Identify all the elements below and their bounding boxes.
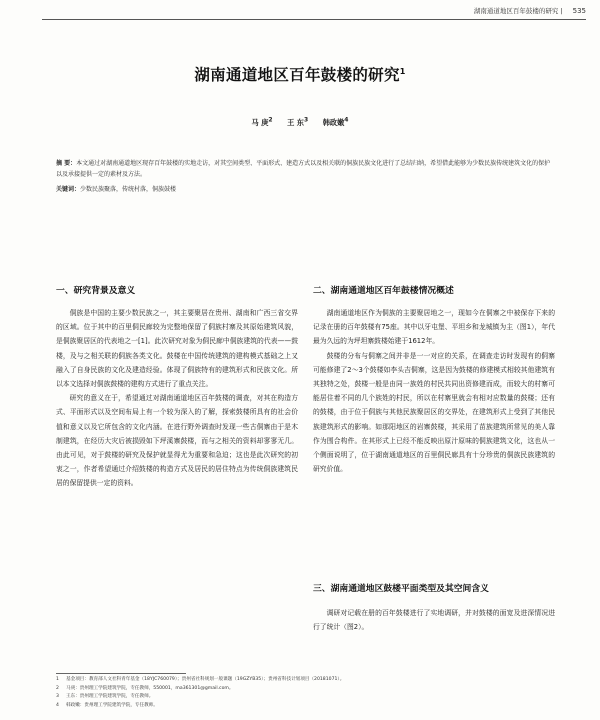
footnote: 1 基金项目：教育部人文社科青年基金（18YJC760079）；贵州省社科规划一般课题（19GZYB35）；贵州省科技计划项目（20181071）。 <box>56 677 345 682</box>
footnote-rule <box>56 673 186 674</box>
section-heading-2: 二、湖南通道地区百年鼓楼情况概述 <box>313 286 454 296</box>
paragraph: 研究的意义在于，希望通过对湖南通道地区百年鼓楼的调查，对其在构造方式、平面形式以及空间布局上有一个较为深入的了解，探索鼓楼所具有的社会价值和意义以及它所包含的文化内涵。在进行野外调查时发现一些古侗寨由于是木制建筑，在经历大灾后被损毁如下坪溪寨鼓楼，而与之相关的资料却寥寥无几。由此可见，对于鼓楼的研究及保护就显得尤为重要和急迫；这也是此次研究的初衷之一，作者希望通过介绍鼓楼的构造方式及居民的居住特点为传统侗族建筑民居的保留提供一定的资料。 <box>56 394 298 488</box>
paper-title <box>0 63 600 85</box>
page-number: 535 <box>572 7 586 15</box>
footnote: 2 马庚：贵州理工学院建筑学院，专任教师，550001，ma361301@gmail.com。 <box>56 685 234 691</box>
paragraph: 侗族是中国的主要少数民族之一，其主要聚居在贵州、湖南和广西三省交界的区域。位于其中的百里侗民廊较为完整地保留了侗族村寨及其原始建筑风貌，是侗族聚居区的代表地之一[1]。此次研究对象为侗民廊中侗族建筑的代表——鼓楼，及与之相关联的侗族各类文化。鼓楼在中国传统建筑的建构模式基础之上又融入了自身民族的文化及建造经验。体现了侗族特有的建筑形式和民族文化。所以本文选择对侗族鼓楼的建构方式进行了重点关注。 <box>56 309 298 389</box>
footnotes <box>56 676 576 710</box>
author: 马 庚$^2$ <box>251 117 273 128</box>
section-body-2 <box>313 306 555 476</box>
paragraph: 湖南通道地区作为侗族的主要聚居地之一，现如今在侗寨之中被保存下来的记录在册的百年鼓楼有75座。其中以牙屯堡、平坦乡和龙城镇为主（图1），年代最为久远的为坪坦寨鼓楼始建于1612年。 <box>313 309 555 346</box>
paragraph: 鼓楼的分布与侗寨之间并非是一一对应的关系，在调查走访时发现有的侗寨可能修建了2～3个鼓楼如李头吉侗寨，这是因为鼓楼的修建模式相较其他建筑有其独特之处，鼓楼一般是由同一族姓的村民共同出资修建而成，而较大的村寨可能居住着不同的几个族姓的村民，所以在村寨里就会有相对应数量的鼓楼；还有的鼓楼，由于位于侗族与其他民族聚居区的交界处，在建筑形式上受到了其他民族建筑形式的影响。如那阳地区的岩寨鼓楼，其采用了苗族建筑所常见的美人靠作为围合构件。在其形式上已经不能反映出原汁原味的侗族建筑文化，这也从一个侧面说明了，位于湖南通道地区的百里侗民廊具有十分珍贵的侗族民族建筑的研究价值。 <box>313 351 555 474</box>
keywords-text: 少数民族聚落，传统村落，侗族鼓楼 <box>80 186 177 193</box>
abstract-text: 本文通过对湖南通道地区现存百年鼓楼的实地走访，对其空间类型、平面形式、建造方式以及相关联的侗族民族文化进行了总结归纳，希望借此能够为少数民族传统建筑文化的保护以及承接提供一定的素材及方法。 <box>56 160 551 178</box>
author: 王 东$^3$ <box>287 117 309 128</box>
header-rule <box>42 19 586 20</box>
section-heading-3: 三、湖南通道地区鼓楼平面类型及其空间含义 <box>313 584 489 594</box>
title-footnote-mark: 1 <box>399 66 406 76</box>
abstract <box>56 158 556 180</box>
footnote: 3 王东：贵州理工学院建筑学院，专任教师。 <box>56 694 154 700</box>
section-body-1 <box>56 306 298 491</box>
keywords-label: 关键词： <box>56 186 81 193</box>
running-head <box>474 6 586 15</box>
keywords <box>56 184 556 195</box>
paper-title-text: 湖南通道地区百年鼓楼的研究 <box>194 66 400 84</box>
section-heading-1: 一、研究背景及意义 <box>56 286 136 296</box>
author: 韩政嫩$^4$ <box>322 117 349 128</box>
footnote: 4 韩政嫩：贵州理工学院建筑学院，专任教师。 <box>56 702 158 708</box>
author-list <box>0 117 600 128</box>
running-head-title: 湖南通道地区百年鼓楼的研究 | <box>473 7 563 15</box>
section-body-3 <box>313 606 555 634</box>
abstract-label: 摘 要： <box>56 160 77 167</box>
paragraph: 调研对记载在册的百年鼓楼进行了实地调研，并对鼓楼的面宽及进深情况进行了统计（图2）。 <box>313 609 555 632</box>
